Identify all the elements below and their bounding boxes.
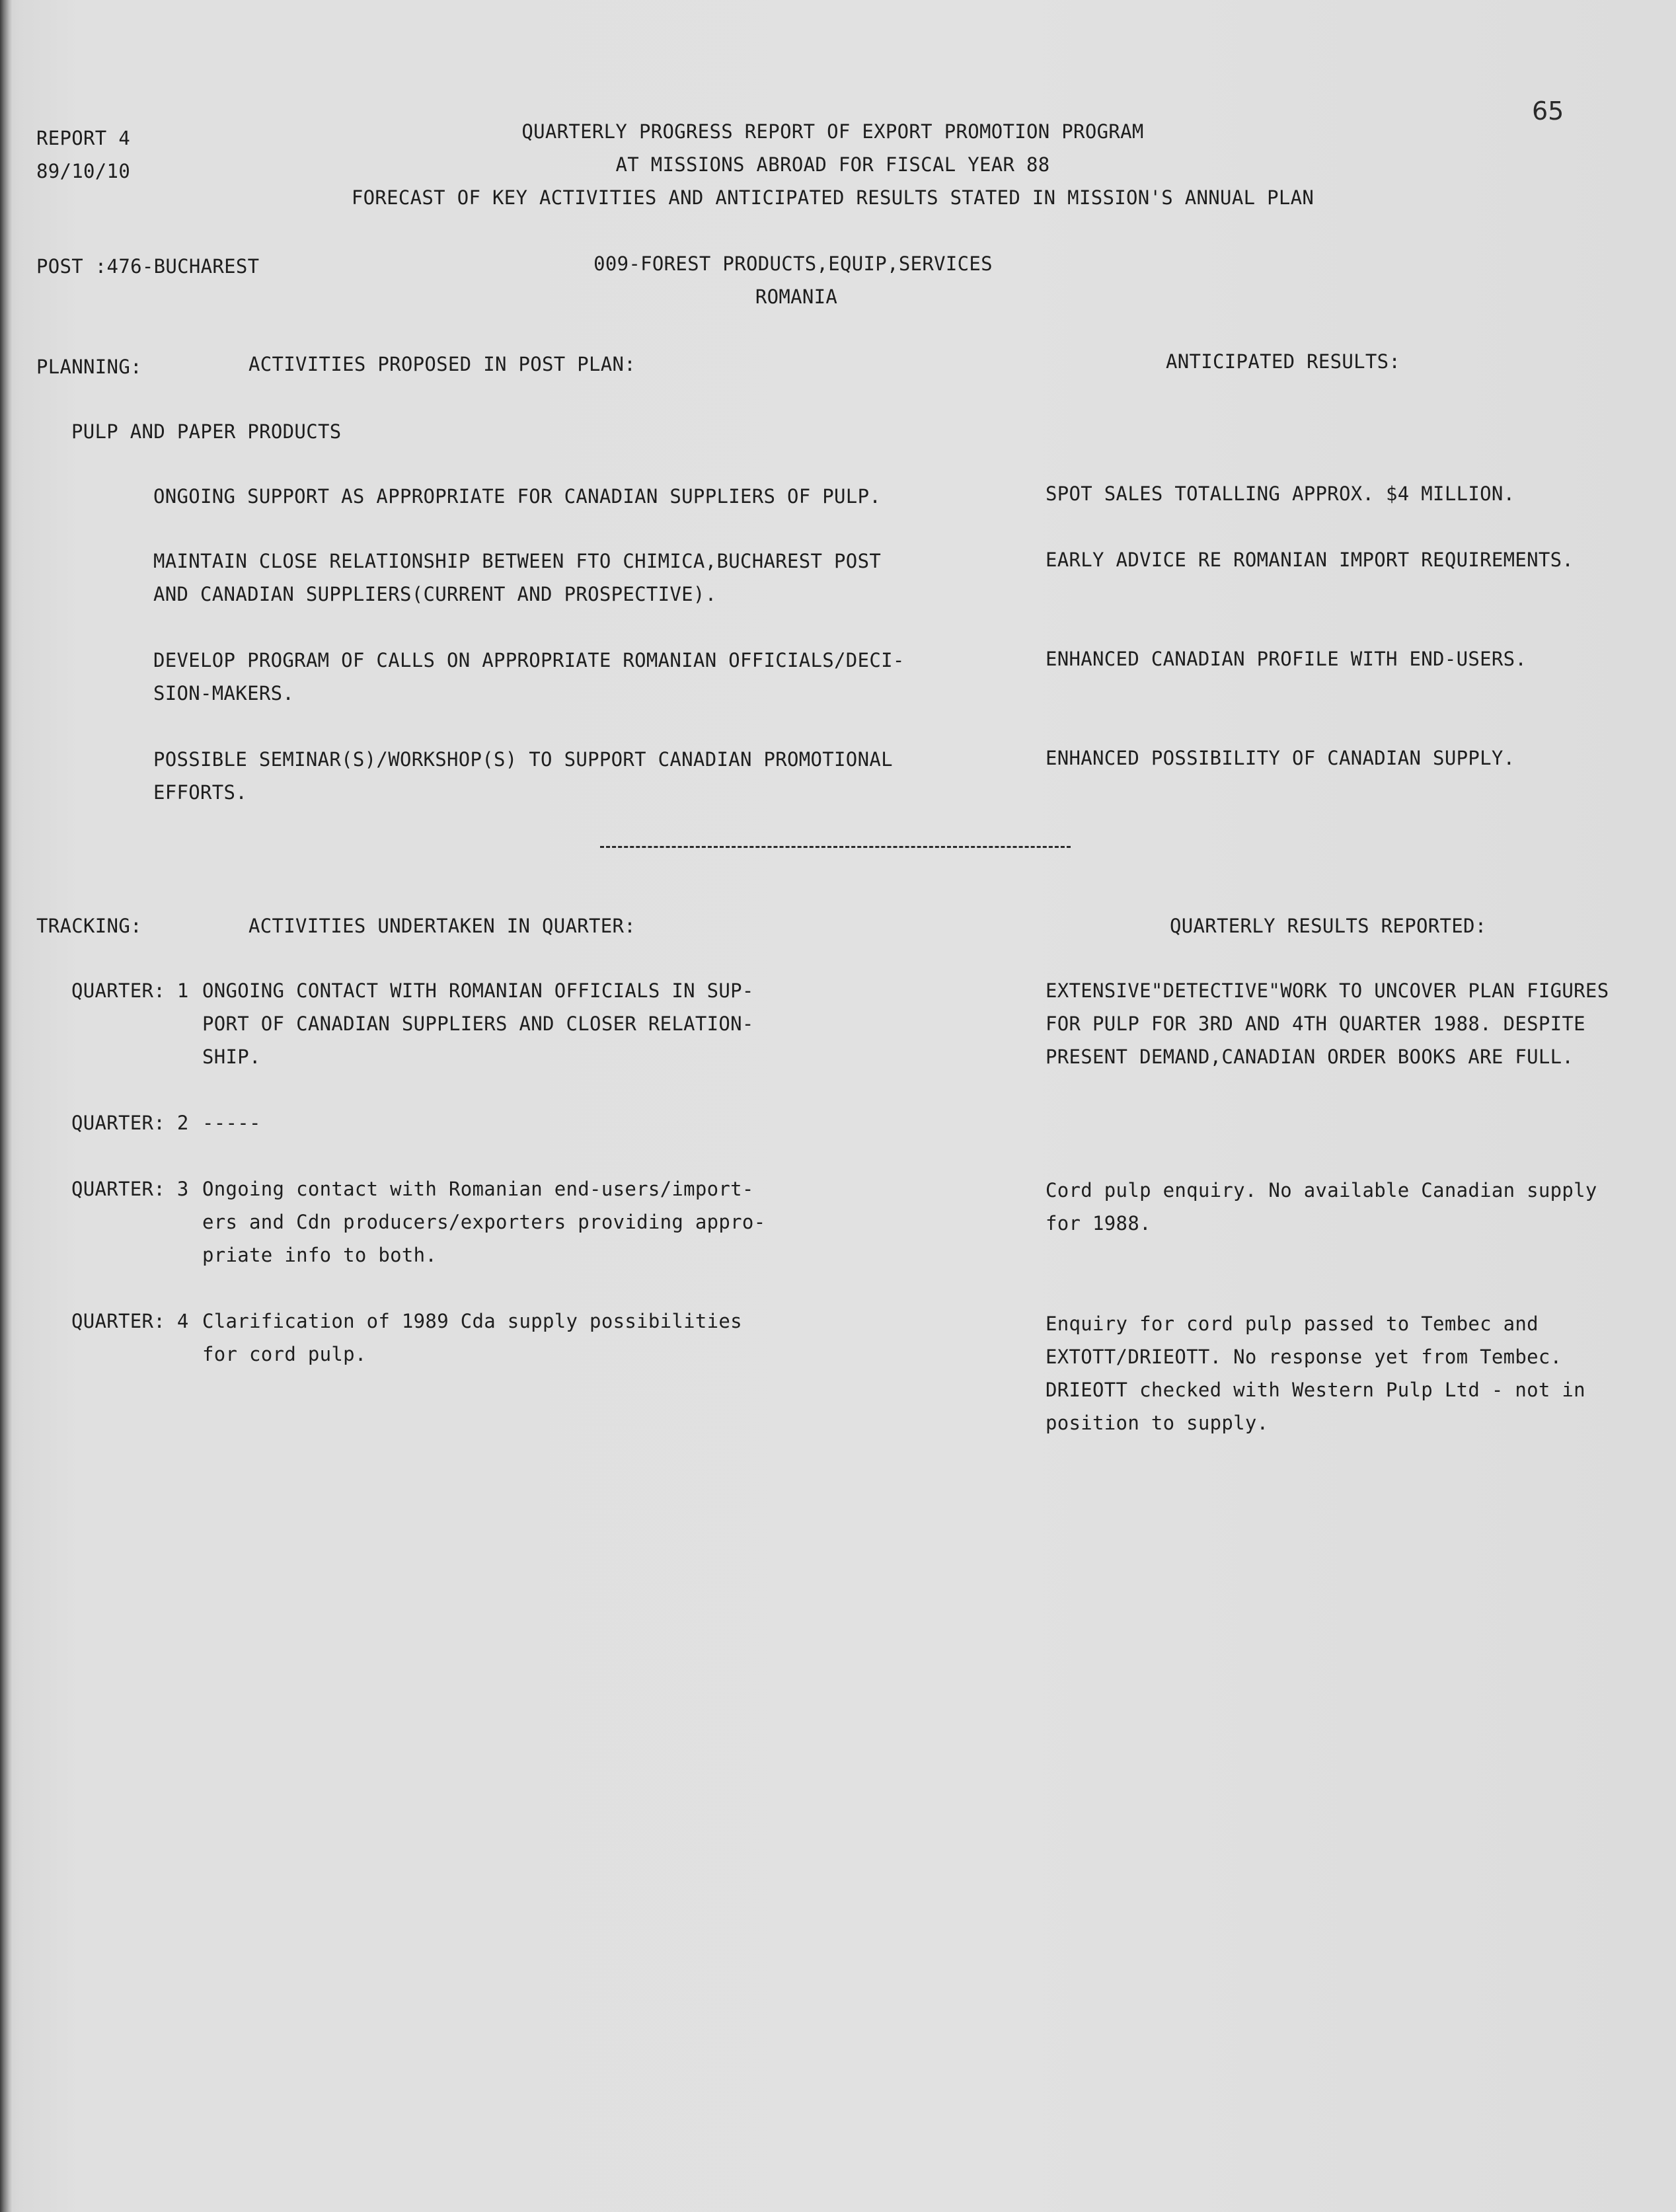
tracking-activities-header: ACTIVITIES UNDERTAKEN IN QUARTER:: [248, 915, 636, 937]
quarter-1-label: QUARTER: 1: [71, 979, 189, 1002]
page-binding-edge: [0, 0, 12, 2212]
planning-result-3: ENHANCED CANADIAN PROFILE WITH END-USERS.: [1046, 648, 1527, 670]
tracking-label: TRACKING:: [36, 915, 142, 937]
planning-result-1: SPOT SALES TOTALLING APPROX. $4 MILLION.: [1046, 482, 1515, 505]
tracking-results-header: QUARTERLY RESULTS REPORTED:: [1170, 915, 1487, 937]
planning-result-4: ENHANCED POSSIBILITY OF CANADIAN SUPPLY.: [1046, 747, 1515, 769]
sector-name: 009-FOREST PRODUCTS,EQUIP,SERVICES: [593, 252, 993, 275]
country-name: ROMANIA: [755, 286, 838, 308]
planning-label: PLANNING:: [36, 356, 142, 378]
planning-result-2: EARLY ADVICE RE ROMANIAN IMPORT REQUIREMENTS.: [1046, 549, 1574, 571]
report-title-line-2: AT MISSIONS ABROAD FOR FISCAL YEAR 88: [615, 153, 1050, 176]
section-divider: [600, 846, 1071, 848]
post-name: POST :476-BUCHAREST: [36, 255, 260, 278]
planning-activity-2: MAINTAIN CLOSE RELATIONSHIP BETWEEN FTO CHIMICA,BUCHAREST POST AND CANADIAN SUPPLIERS(CURRENT AND PROSPECTIVE).: [153, 550, 882, 605]
quarter-2-activity: -----: [202, 1112, 261, 1134]
quarter-4-result: Enquiry for cord pulp passed to Tembec and EXTOTT/DRIEOTT. No response yet from Tembec. DRIEOTT checked with Western Pulp Ltd - not in position to supply.: [1046, 1313, 1585, 1434]
subsector-name: PULP AND PAPER PRODUCTS: [71, 420, 342, 443]
report-title-line-1: QUARTERLY PROGRESS REPORT OF EXPORT PROMOTION PROGRAM: [521, 120, 1144, 143]
quarter-2-label: QUARTER: 2: [71, 1112, 189, 1134]
page-number: 65: [1532, 96, 1564, 126]
quarter-4-activity: Clarification of 1989 Cda supply possibilities for cord pulp.: [202, 1310, 742, 1365]
planning-results-header: ANTICIPATED RESULTS:: [1166, 350, 1401, 373]
report-title-line-3: FORECAST OF KEY ACTIVITIES AND ANTICIPATED RESULTS STATED IN MISSION'S ANNUAL PLAN: [351, 186, 1314, 209]
planning-activity-3: DEVELOP PROGRAM OF CALLS ON APPROPRIATE ROMANIAN OFFICIALS/DECI- SION-MAKERS.: [153, 649, 905, 705]
report-date: 89/10/10: [36, 160, 131, 182]
report-label: REPORT 4: [36, 127, 131, 149]
planning-activities-header: ACTIVITIES PROPOSED IN POST PLAN:: [248, 353, 636, 375]
quarter-3-activity: Ongoing contact with Romanian end-users/import- ers and Cdn producers/exporters providing appro- priate info to both.: [202, 1178, 766, 1266]
quarter-1-activity: ONGOING CONTACT WITH ROMANIAN OFFICIALS IN SUP- PORT OF CANADIAN SUPPLIERS AND CLOSER RELATION- SHIP.: [202, 979, 754, 1068]
quarter-4-label: QUARTER: 4: [71, 1310, 189, 1332]
planning-activity-4: POSSIBLE SEMINAR(S)/WORKSHOP(S) TO SUPPORT CANADIAN PROMOTIONAL EFFORTS.: [153, 748, 893, 804]
quarter-3-result: Cord pulp enquiry. No available Canadian supply for 1988.: [1046, 1179, 1597, 1235]
quarter-1-result: EXTENSIVE"DETECTIVE"WORK TO UNCOVER PLAN FIGURES FOR PULP FOR 3RD AND 4TH QUARTER 1988. DESPITE PRESENT DEMAND,CANADIAN ORDER BOOKS ARE FULL.: [1046, 979, 1609, 1068]
planning-activity-1: ONGOING SUPPORT AS APPROPRIATE FOR CANADIAN SUPPLIERS OF PULP.: [153, 485, 882, 508]
quarter-3-label: QUARTER: 3: [71, 1178, 189, 1200]
